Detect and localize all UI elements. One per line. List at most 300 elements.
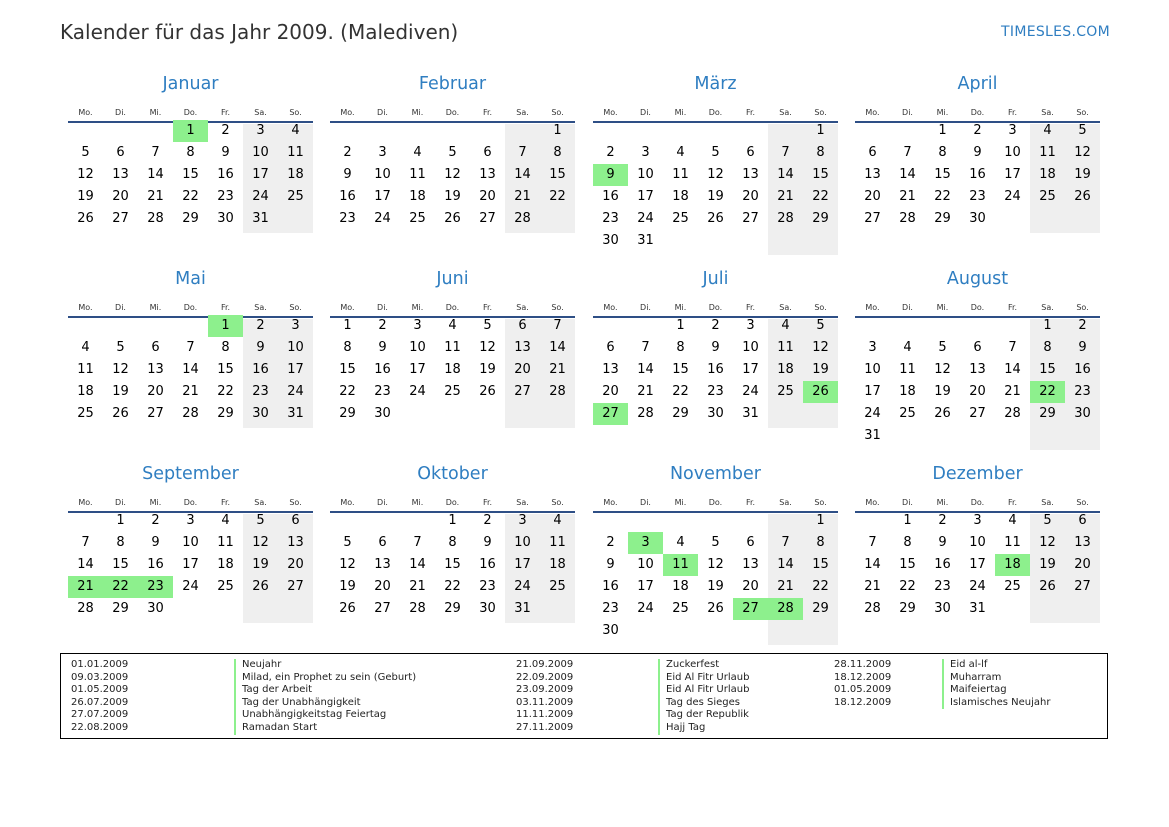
day-cell[interactable]: 25 — [217, 579, 234, 594]
day-cell[interactable]: 22 — [217, 384, 234, 399]
day-cell[interactable]: 5 — [448, 145, 457, 160]
day-cell[interactable]: 24 — [287, 384, 304, 399]
day-cell[interactable]: 23 — [602, 211, 619, 226]
day-cell[interactable]: 4 — [553, 513, 562, 528]
day-cell[interactable]: 24 — [742, 384, 759, 399]
day-cell[interactable]: 30 — [707, 406, 724, 421]
day-cell[interactable]: 5 — [938, 340, 947, 355]
day-cell[interactable]: 23 — [934, 579, 951, 594]
day-cell[interactable]: 24 — [637, 601, 654, 616]
day-cell[interactable]: 30 — [252, 406, 269, 421]
day-cell[interactable]: 7 — [781, 535, 790, 550]
day-cell[interactable]: 18 — [672, 189, 689, 204]
day-cell[interactable]: 15 — [444, 557, 461, 572]
day-cell[interactable]: 9 — [606, 557, 615, 572]
day-cell[interactable]: 19 — [112, 384, 129, 399]
day-cell[interactable]: 18 — [672, 579, 689, 594]
day-cell[interactable]: 31 — [637, 233, 654, 248]
holiday-day-cell[interactable]: 1 — [173, 120, 208, 142]
day-cell[interactable]: 29 — [182, 211, 199, 226]
day-cell[interactable]: 14 — [147, 167, 164, 182]
day-cell[interactable]: 18 — [287, 167, 304, 182]
day-cell[interactable]: 20 — [864, 189, 881, 204]
day-cell[interactable]: 16 — [602, 189, 619, 204]
day-cell[interactable]: 12 — [934, 362, 951, 377]
day-cell[interactable]: 6 — [518, 318, 527, 333]
day-cell[interactable]: 24 — [637, 211, 654, 226]
day-cell[interactable]: 27 — [742, 211, 759, 226]
day-cell[interactable]: 23 — [969, 189, 986, 204]
day-cell[interactable]: 2 — [378, 318, 387, 333]
day-cell[interactable]: 23 — [602, 601, 619, 616]
day-cell[interactable]: 14 — [77, 557, 94, 572]
day-cell[interactable]: 31 — [514, 601, 531, 616]
day-cell[interactable]: 28 — [182, 406, 199, 421]
day-cell[interactable]: 27 — [514, 384, 531, 399]
day-cell[interactable]: 6 — [291, 513, 300, 528]
day-cell[interactable]: 10 — [864, 362, 881, 377]
day-cell[interactable]: 28 — [549, 384, 566, 399]
day-cell[interactable]: 12 — [479, 340, 496, 355]
day-cell[interactable]: 17 — [252, 167, 269, 182]
day-cell[interactable]: 9 — [343, 167, 352, 182]
day-cell[interactable]: 31 — [252, 211, 269, 226]
day-cell[interactable]: 7 — [413, 535, 422, 550]
day-cell[interactable]: 6 — [1078, 513, 1087, 528]
day-cell[interactable]: 4 — [781, 318, 790, 333]
day-cell[interactable]: 8 — [221, 340, 230, 355]
day-cell[interactable]: 14 — [899, 167, 916, 182]
day-cell[interactable]: 27 — [864, 211, 881, 226]
day-cell[interactable]: 9 — [711, 340, 720, 355]
day-cell[interactable]: 1 — [676, 318, 685, 333]
holiday-day-cell[interactable]: 18 — [995, 554, 1030, 576]
holiday-day-cell[interactable]: 28 — [768, 598, 803, 620]
day-cell[interactable]: 15 — [182, 167, 199, 182]
day-cell[interactable]: 10 — [287, 340, 304, 355]
holiday-day-cell[interactable]: 9 — [593, 164, 628, 186]
day-cell[interactable]: 20 — [374, 579, 391, 594]
day-cell[interactable]: 11 — [287, 145, 304, 160]
day-cell[interactable]: 14 — [1004, 362, 1021, 377]
day-cell[interactable]: 28 — [409, 601, 426, 616]
day-cell[interactable]: 19 — [1074, 167, 1091, 182]
day-cell[interactable]: 2 — [483, 513, 492, 528]
day-cell[interactable]: 20 — [742, 189, 759, 204]
day-cell[interactable]: 8 — [448, 535, 457, 550]
day-cell[interactable]: 3 — [868, 340, 877, 355]
day-cell[interactable]: 14 — [777, 557, 794, 572]
day-cell[interactable]: 17 — [637, 579, 654, 594]
day-cell[interactable]: 22 — [934, 189, 951, 204]
day-cell[interactable]: 19 — [252, 557, 269, 572]
day-cell[interactable]: 5 — [816, 318, 825, 333]
day-cell[interactable]: 16 — [252, 362, 269, 377]
day-cell[interactable]: 12 — [252, 535, 269, 550]
day-cell[interactable]: 13 — [479, 167, 496, 182]
day-cell[interactable]: 5 — [1078, 123, 1087, 138]
day-cell[interactable]: 24 — [252, 189, 269, 204]
day-cell[interactable]: 28 — [514, 211, 531, 226]
day-cell[interactable]: 29 — [812, 601, 829, 616]
day-cell[interactable]: 13 — [287, 535, 304, 550]
day-cell[interactable]: 31 — [742, 406, 759, 421]
day-cell[interactable]: 11 — [444, 340, 461, 355]
day-cell[interactable]: 27 — [287, 579, 304, 594]
day-cell[interactable]: 16 — [147, 557, 164, 572]
day-cell[interactable]: 19 — [77, 189, 94, 204]
day-cell[interactable]: 2 — [938, 513, 947, 528]
day-cell[interactable]: 18 — [409, 189, 426, 204]
day-cell[interactable]: 7 — [1008, 340, 1017, 355]
day-cell[interactable]: 26 — [707, 211, 724, 226]
day-cell[interactable]: 29 — [934, 211, 951, 226]
day-cell[interactable]: 18 — [549, 557, 566, 572]
day-cell[interactable]: 14 — [549, 340, 566, 355]
day-cell[interactable]: 31 — [864, 428, 881, 443]
day-cell[interactable]: 18 — [777, 362, 794, 377]
day-cell[interactable]: 28 — [637, 406, 654, 421]
day-cell[interactable]: 14 — [777, 167, 794, 182]
day-cell[interactable]: 30 — [479, 601, 496, 616]
day-cell[interactable]: 6 — [606, 340, 615, 355]
day-cell[interactable]: 4 — [448, 318, 457, 333]
day-cell[interactable]: 1 — [553, 123, 562, 138]
day-cell[interactable]: 17 — [637, 189, 654, 204]
day-cell[interactable]: 5 — [81, 145, 90, 160]
day-cell[interactable]: 22 — [444, 579, 461, 594]
day-cell[interactable]: 28 — [864, 601, 881, 616]
day-cell[interactable]: 26 — [252, 579, 269, 594]
day-cell[interactable]: 23 — [339, 211, 356, 226]
day-cell[interactable]: 19 — [707, 189, 724, 204]
holiday-day-cell[interactable]: 22 — [1030, 381, 1065, 403]
day-cell[interactable]: 13 — [742, 167, 759, 182]
day-cell[interactable]: 18 — [77, 384, 94, 399]
day-cell[interactable]: 30 — [1074, 406, 1091, 421]
day-cell[interactable]: 27 — [147, 406, 164, 421]
day-cell[interactable]: 14 — [864, 557, 881, 572]
day-cell[interactable]: 26 — [112, 406, 129, 421]
day-cell[interactable]: 6 — [483, 145, 492, 160]
day-cell[interactable]: 1 — [343, 318, 352, 333]
day-cell[interactable]: 3 — [378, 145, 387, 160]
day-cell[interactable]: 16 — [934, 557, 951, 572]
day-cell[interactable]: 8 — [553, 145, 562, 160]
day-cell[interactable]: 11 — [217, 535, 234, 550]
day-cell[interactable]: 28 — [777, 211, 794, 226]
day-cell[interactable]: 20 — [287, 557, 304, 572]
day-cell[interactable]: 14 — [182, 362, 199, 377]
day-cell[interactable]: 25 — [409, 211, 426, 226]
day-cell[interactable]: 19 — [707, 579, 724, 594]
day-cell[interactable]: 14 — [637, 362, 654, 377]
day-cell[interactable]: 26 — [339, 601, 356, 616]
day-cell[interactable]: 7 — [868, 535, 877, 550]
day-cell[interactable]: 2 — [221, 123, 230, 138]
day-cell[interactable]: 24 — [182, 579, 199, 594]
day-cell[interactable]: 20 — [112, 189, 129, 204]
day-cell[interactable]: 15 — [812, 167, 829, 182]
day-cell[interactable]: 21 — [777, 579, 794, 594]
day-cell[interactable]: 18 — [217, 557, 234, 572]
day-cell[interactable]: 30 — [374, 406, 391, 421]
day-cell[interactable]: 13 — [742, 557, 759, 572]
day-cell[interactable]: 28 — [147, 211, 164, 226]
day-cell[interactable]: 30 — [934, 601, 951, 616]
day-cell[interactable]: 25 — [672, 601, 689, 616]
day-cell[interactable]: 5 — [343, 535, 352, 550]
day-cell[interactable]: 24 — [864, 406, 881, 421]
day-cell[interactable]: 4 — [221, 513, 230, 528]
day-cell[interactable]: 21 — [409, 579, 426, 594]
day-cell[interactable]: 14 — [409, 557, 426, 572]
day-cell[interactable]: 25 — [777, 384, 794, 399]
day-cell[interactable]: 10 — [742, 340, 759, 355]
day-cell[interactable]: 9 — [221, 145, 230, 160]
day-cell[interactable]: 30 — [147, 601, 164, 616]
day-cell[interactable]: 11 — [1004, 535, 1021, 550]
day-cell[interactable]: 25 — [287, 189, 304, 204]
day-cell[interactable]: 20 — [1074, 557, 1091, 572]
day-cell[interactable]: 15 — [549, 167, 566, 182]
day-cell[interactable]: 20 — [602, 384, 619, 399]
day-cell[interactable]: 9 — [151, 535, 160, 550]
day-cell[interactable]: 4 — [676, 535, 685, 550]
day-cell[interactable]: 10 — [252, 145, 269, 160]
day-cell[interactable]: 16 — [339, 189, 356, 204]
day-cell[interactable]: 1 — [448, 513, 457, 528]
day-cell[interactable]: 7 — [781, 145, 790, 160]
day-cell[interactable]: 3 — [413, 318, 422, 333]
day-cell[interactable]: 8 — [816, 535, 825, 550]
day-cell[interactable]: 17 — [864, 384, 881, 399]
day-cell[interactable]: 27 — [1074, 579, 1091, 594]
day-cell[interactable]: 8 — [186, 145, 195, 160]
day-cell[interactable]: 21 — [899, 189, 916, 204]
day-cell[interactable]: 3 — [1008, 123, 1017, 138]
day-cell[interactable]: 13 — [969, 362, 986, 377]
day-cell[interactable]: 21 — [1004, 384, 1021, 399]
day-cell[interactable]: 6 — [116, 145, 125, 160]
day-cell[interactable]: 29 — [1039, 406, 1056, 421]
day-cell[interactable]: 23 — [217, 189, 234, 204]
day-cell[interactable]: 25 — [77, 406, 94, 421]
day-cell[interactable]: 4 — [1043, 123, 1052, 138]
day-cell[interactable]: 22 — [899, 579, 916, 594]
day-cell[interactable]: 10 — [637, 167, 654, 182]
day-cell[interactable]: 6 — [378, 535, 387, 550]
day-cell[interactable]: 17 — [374, 189, 391, 204]
day-cell[interactable]: 17 — [1004, 167, 1021, 182]
day-cell[interactable]: 25 — [1039, 189, 1056, 204]
day-cell[interactable]: 21 — [182, 384, 199, 399]
day-cell[interactable]: 23 — [479, 579, 496, 594]
day-cell[interactable]: 16 — [707, 362, 724, 377]
day-cell[interactable]: 29 — [112, 601, 129, 616]
day-cell[interactable]: 1 — [1043, 318, 1052, 333]
day-cell[interactable]: 15 — [812, 557, 829, 572]
day-cell[interactable]: 12 — [77, 167, 94, 182]
day-cell[interactable]: 16 — [969, 167, 986, 182]
day-cell[interactable]: 9 — [1078, 340, 1087, 355]
day-cell[interactable]: 2 — [606, 535, 615, 550]
holiday-day-cell[interactable]: 3 — [628, 532, 663, 554]
day-cell[interactable]: 26 — [444, 211, 461, 226]
day-cell[interactable]: 27 — [374, 601, 391, 616]
day-cell[interactable]: 16 — [479, 557, 496, 572]
day-cell[interactable]: 20 — [742, 579, 759, 594]
day-cell[interactable]: 13 — [147, 362, 164, 377]
day-cell[interactable]: 9 — [483, 535, 492, 550]
day-cell[interactable]: 11 — [409, 167, 426, 182]
day-cell[interactable]: 26 — [77, 211, 94, 226]
day-cell[interactable]: 3 — [186, 513, 195, 528]
day-cell[interactable]: 2 — [151, 513, 160, 528]
day-cell[interactable]: 5 — [711, 535, 720, 550]
day-cell[interactable]: 30 — [969, 211, 986, 226]
day-cell[interactable]: 5 — [711, 145, 720, 160]
day-cell[interactable]: 26 — [707, 601, 724, 616]
day-cell[interactable]: 11 — [77, 362, 94, 377]
day-cell[interactable]: 1 — [816, 513, 825, 528]
day-cell[interactable]: 16 — [1074, 362, 1091, 377]
day-cell[interactable]: 7 — [81, 535, 90, 550]
day-cell[interactable]: 26 — [479, 384, 496, 399]
day-cell[interactable]: 13 — [112, 167, 129, 182]
day-cell[interactable]: 3 — [518, 513, 527, 528]
day-cell[interactable]: 7 — [518, 145, 527, 160]
day-cell[interactable]: 15 — [1039, 362, 1056, 377]
day-cell[interactable]: 3 — [256, 123, 265, 138]
day-cell[interactable]: 21 — [637, 384, 654, 399]
day-cell[interactable]: 15 — [339, 362, 356, 377]
day-cell[interactable]: 3 — [641, 145, 650, 160]
day-cell[interactable]: 5 — [1043, 513, 1052, 528]
day-cell[interactable]: 23 — [252, 384, 269, 399]
day-cell[interactable]: 12 — [112, 362, 129, 377]
day-cell[interactable]: 20 — [514, 362, 531, 377]
day-cell[interactable]: 10 — [637, 557, 654, 572]
day-cell[interactable]: 25 — [672, 211, 689, 226]
day-cell[interactable]: 22 — [182, 189, 199, 204]
day-cell[interactable]: 5 — [116, 340, 125, 355]
day-cell[interactable]: 22 — [812, 579, 829, 594]
day-cell[interactable]: 15 — [112, 557, 129, 572]
day-cell[interactable]: 21 — [514, 189, 531, 204]
day-cell[interactable]: 11 — [672, 167, 689, 182]
day-cell[interactable]: 20 — [479, 189, 496, 204]
day-cell[interactable]: 24 — [1004, 189, 1021, 204]
holiday-day-cell[interactable]: 1 — [208, 315, 243, 337]
day-cell[interactable]: 2 — [711, 318, 720, 333]
day-cell[interactable]: 28 — [1004, 406, 1021, 421]
day-cell[interactable]: 10 — [374, 167, 391, 182]
day-cell[interactable]: 11 — [549, 535, 566, 550]
day-cell[interactable]: 15 — [899, 557, 916, 572]
day-cell[interactable]: 11 — [899, 362, 916, 377]
day-cell[interactable]: 11 — [777, 340, 794, 355]
day-cell[interactable]: 23 — [707, 384, 724, 399]
day-cell[interactable]: 7 — [553, 318, 562, 333]
brand-link[interactable]: TIMESLES.COM — [1001, 24, 1110, 40]
day-cell[interactable]: 29 — [672, 406, 689, 421]
day-cell[interactable]: 14 — [514, 167, 531, 182]
day-cell[interactable]: 24 — [374, 211, 391, 226]
day-cell[interactable]: 20 — [969, 384, 986, 399]
day-cell[interactable]: 2 — [973, 123, 982, 138]
day-cell[interactable]: 29 — [444, 601, 461, 616]
day-cell[interactable]: 1 — [903, 513, 912, 528]
day-cell[interactable]: 6 — [151, 340, 160, 355]
day-cell[interactable]: 28 — [899, 211, 916, 226]
day-cell[interactable]: 2 — [343, 145, 352, 160]
day-cell[interactable]: 23 — [374, 384, 391, 399]
day-cell[interactable]: 10 — [514, 535, 531, 550]
day-cell[interactable]: 7 — [903, 145, 912, 160]
day-cell[interactable]: 7 — [641, 340, 650, 355]
day-cell[interactable]: 19 — [444, 189, 461, 204]
day-cell[interactable]: 29 — [339, 406, 356, 421]
day-cell[interactable]: 30 — [602, 233, 619, 248]
holiday-day-cell[interactable]: 23 — [138, 576, 173, 598]
day-cell[interactable]: 4 — [81, 340, 90, 355]
day-cell[interactable]: 22 — [812, 189, 829, 204]
day-cell[interactable]: 8 — [1043, 340, 1052, 355]
day-cell[interactable]: 16 — [602, 579, 619, 594]
day-cell[interactable]: 10 — [1004, 145, 1021, 160]
day-cell[interactable]: 24 — [514, 579, 531, 594]
day-cell[interactable]: 12 — [444, 167, 461, 182]
day-cell[interactable]: 18 — [1039, 167, 1056, 182]
day-cell[interactable]: 21 — [549, 362, 566, 377]
day-cell[interactable]: 27 — [479, 211, 496, 226]
day-cell[interactable]: 19 — [339, 579, 356, 594]
day-cell[interactable]: 17 — [409, 362, 426, 377]
day-cell[interactable]: 27 — [969, 406, 986, 421]
day-cell[interactable]: 17 — [742, 362, 759, 377]
holiday-day-cell[interactable]: 11 — [663, 554, 698, 576]
day-cell[interactable]: 8 — [938, 145, 947, 160]
day-cell[interactable]: 6 — [973, 340, 982, 355]
day-cell[interactable]: 26 — [1074, 189, 1091, 204]
day-cell[interactable]: 15 — [217, 362, 234, 377]
day-cell[interactable]: 10 — [409, 340, 426, 355]
day-cell[interactable]: 1 — [116, 513, 125, 528]
day-cell[interactable]: 15 — [672, 362, 689, 377]
day-cell[interactable]: 4 — [413, 145, 422, 160]
day-cell[interactable]: 16 — [374, 362, 391, 377]
day-cell[interactable]: 22 — [339, 384, 356, 399]
day-cell[interactable]: 23 — [1074, 384, 1091, 399]
day-cell[interactable]: 1 — [816, 123, 825, 138]
holiday-day-cell[interactable]: 26 — [803, 381, 838, 403]
day-cell[interactable]: 2 — [256, 318, 265, 333]
day-cell[interactable]: 9 — [973, 145, 982, 160]
day-cell[interactable]: 22 — [672, 384, 689, 399]
day-cell[interactable]: 19 — [812, 362, 829, 377]
day-cell[interactable]: 19 — [1039, 557, 1056, 572]
day-cell[interactable]: 28 — [77, 601, 94, 616]
day-cell[interactable]: 29 — [217, 406, 234, 421]
day-cell[interactable]: 12 — [339, 557, 356, 572]
day-cell[interactable]: 9 — [378, 340, 387, 355]
holiday-day-cell[interactable]: 27 — [593, 403, 628, 425]
day-cell[interactable]: 12 — [812, 340, 829, 355]
day-cell[interactable]: 8 — [676, 340, 685, 355]
day-cell[interactable]: 17 — [287, 362, 304, 377]
day-cell[interactable]: 9 — [256, 340, 265, 355]
